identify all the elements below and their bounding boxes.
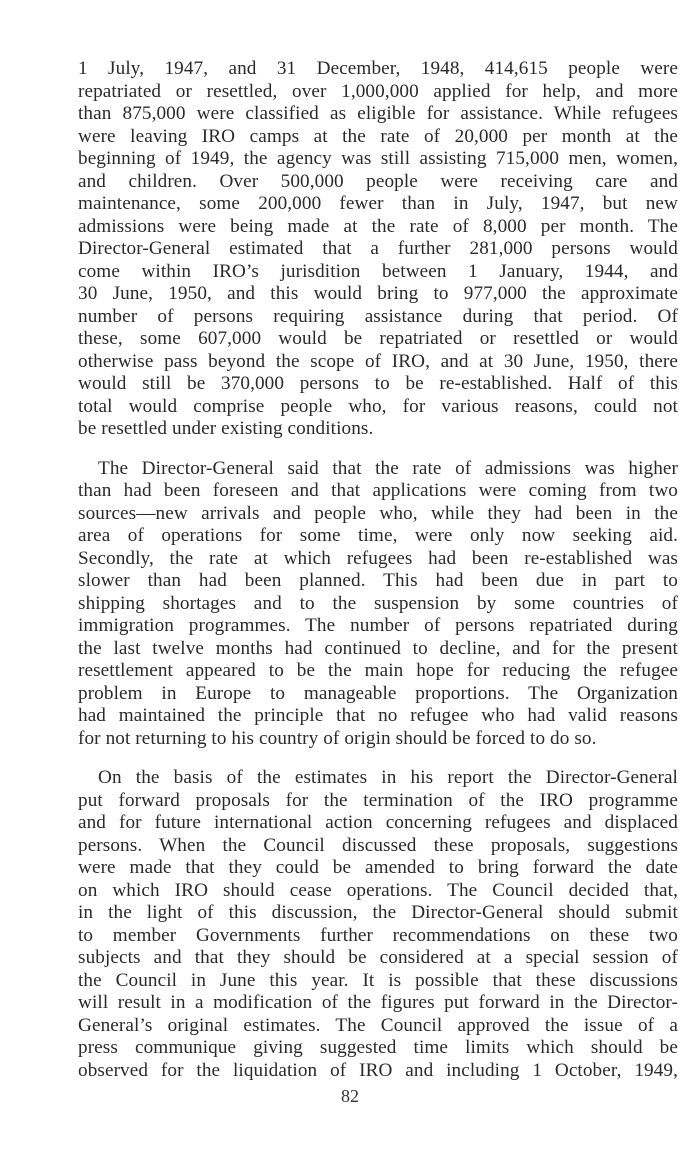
text-line: problem in Europe to manageable proportions. The Organization [78,682,678,704]
text-line: otherwise pass beyond the scope of IRO, and at 30 June, 1950, there [78,350,678,372]
text-line: total would comprise people who, for various reasons, could not [78,395,678,417]
text-line: put forward proposals for the termination of the IRO programme [78,789,678,811]
text-line: resettlement appeared to be the main hope for reducing the refugee [78,660,678,681]
text-line: than had been foreseen and that applications were coming from two [78,480,678,501]
text-line: persons. When the Council discussed these proposals, suggestions [78,834,678,856]
text-line: repatriated or resettled, over 1,000,000 applied for help, and more [78,80,678,102]
text-line: the Council in June this year. It is possible that these discussions [78,969,678,991]
text-line: observed for the liquidation of IRO and including 1 October, 1949, [78,1059,678,1081]
paragraph-3 [78,767,678,1082]
text-line: sources—new arrivals and people who, while they had been in the [78,502,678,524]
text-line: come within IRO’s jurisdition between 1 January, 1944, and [78,260,678,282]
text-line: 30 June, 1950, and this would bring to 977,000 the approximate [78,283,678,304]
text-line: maintenance, some 200,000 fewer than in July, 1947, but new [78,193,678,214]
text-line: beginning of 1949, the agency was still assisting 715,000 men, women, [78,148,678,169]
text-line: area of operations for some time, were only now seeking aid. [78,525,678,546]
text-line: in the light of this discussion, the Director-General should submit [78,902,678,923]
page-number: 82 [341,1086,359,1106]
paragraph-2 [78,458,678,751]
text-line: these, some 607,000 would be repatriated or resettled or would [78,328,678,349]
text-line: number of persons requiring assistance during that period. Of [78,305,678,327]
text-line: than 875,000 were classified as eligible for assistance. While refugees [78,103,678,124]
text-line: be resettled under existing conditions. [78,418,374,439]
text-line: were leaving IRO camps at the rate of 20,000 per month at the [78,125,678,147]
text-line: and for future international action concerning refugees and displaced [78,812,678,833]
text-line: shipping shortages and to the suspension by some countries of [78,592,678,614]
text-line: to member Governments further recommendations on these two [78,924,678,946]
text-line: on which IRO should cease operations. The Council decided that, [78,879,678,901]
text-line: 1 July, 1947, and 31 December, 1948, 414,615 people were [78,58,678,79]
document-body [78,58,678,1082]
text-line: press communique giving suggested time limits which should be [78,1037,678,1058]
text-line: slower than had been planned. This had been due in part to [78,570,678,591]
text-line: were made that they could be amended to bring forward the date [78,857,678,878]
paragraph-1 [78,58,678,441]
text-line: On the basis of the estimates in his report the Director-General [98,767,678,788]
text-line: would still be 370,000 persons to be re-established. Half of this [78,373,678,394]
text-line: for not returning to his country of origin should be forced to do so. [78,727,597,749]
text-line: Secondly, the rate at which refugees had been re-established was [78,547,678,569]
text-line: immigration programmes. The number of persons repatriated during [78,615,678,636]
text-line: admissions were being made at the rate of 8,000 per month. The [78,215,678,237]
text-line: The Director-General said that the rate of admissions was higher [98,457,678,479]
text-line: General’s original estimates. The Council approved the issue of a [78,1014,678,1036]
text-line: had maintained the principle that no refugee who had valid reasons [78,705,678,726]
text-line: will result in a modification of the figures put forward in the Director- [78,992,678,1013]
text-line: subjects and that they should be considered at a special session of [78,947,678,968]
text-line: Director-General estimated that a further 281,000 persons would [78,238,678,259]
text-line: and children. Over 500,000 people were receiving care and [78,170,678,192]
text-line: the last twelve months had continued to decline, and for the present [78,637,678,659]
